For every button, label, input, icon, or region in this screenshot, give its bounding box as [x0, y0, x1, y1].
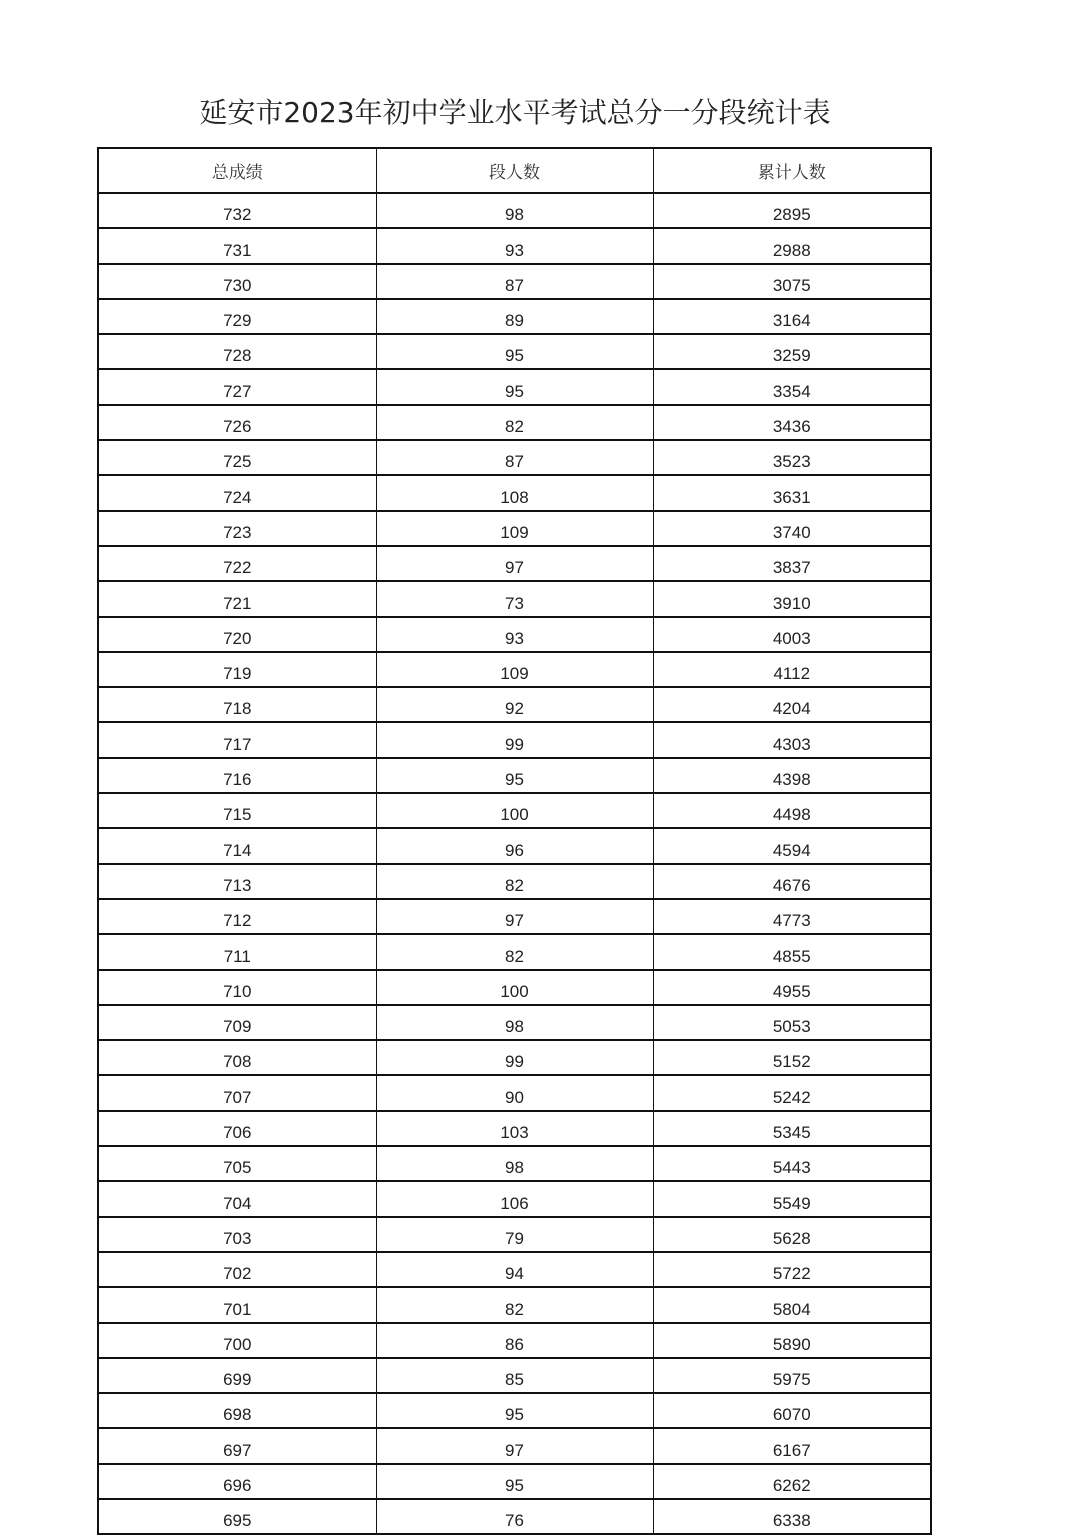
cell-cumulative-count: 3740 [653, 511, 931, 546]
cell-segment-count: 92 [376, 687, 653, 722]
table-row [98, 475, 931, 510]
cell-segment-count: 82 [376, 934, 653, 969]
cell-total-score: 729 [98, 299, 376, 334]
cell-cumulative-count: 5628 [653, 1217, 931, 1252]
cell-total-score: 727 [98, 369, 376, 404]
table-row [98, 1005, 931, 1040]
cell-segment-count: 109 [376, 511, 653, 546]
table-row [98, 264, 931, 299]
cell-total-score: 723 [98, 511, 376, 546]
cell-cumulative-count: 4498 [653, 793, 931, 828]
cell-segment-count: 98 [376, 1146, 653, 1181]
cell-total-score: 703 [98, 1217, 376, 1252]
cell-segment-count: 76 [376, 1499, 653, 1534]
cell-cumulative-count: 5975 [653, 1358, 931, 1393]
cell-segment-count: 79 [376, 1217, 653, 1252]
table-row [98, 1252, 931, 1287]
table-row [98, 1181, 931, 1216]
cell-total-score: 715 [98, 793, 376, 828]
cell-total-score: 730 [98, 264, 376, 299]
cell-segment-count: 94 [376, 1252, 653, 1287]
table-row [98, 405, 931, 440]
cell-cumulative-count: 3910 [653, 581, 931, 616]
cell-total-score: 698 [98, 1393, 376, 1428]
cell-cumulative-count: 4398 [653, 758, 931, 793]
cell-segment-count: 99 [376, 1040, 653, 1075]
table-row [98, 193, 931, 228]
cell-segment-count: 109 [376, 652, 653, 687]
cell-total-score: 710 [98, 970, 376, 1005]
cell-total-score: 697 [98, 1428, 376, 1463]
cell-total-score: 706 [98, 1111, 376, 1146]
cell-total-score: 718 [98, 687, 376, 722]
cell-total-score: 721 [98, 581, 376, 616]
cell-segment-count: 95 [376, 1464, 653, 1499]
cell-segment-count: 95 [376, 758, 653, 793]
table-row [98, 228, 931, 263]
header-segment-count: 段人数 [376, 148, 653, 193]
cell-cumulative-count: 5242 [653, 1075, 931, 1110]
cell-segment-count: 73 [376, 581, 653, 616]
cell-cumulative-count: 3631 [653, 475, 931, 510]
cell-segment-count: 97 [376, 899, 653, 934]
cell-segment-count: 87 [376, 440, 653, 475]
header-total-score: 总成绩 [98, 148, 376, 193]
cell-segment-count: 100 [376, 793, 653, 828]
table-row [98, 758, 931, 793]
cell-segment-count: 87 [376, 264, 653, 299]
cell-total-score: 702 [98, 1252, 376, 1287]
cell-total-score: 726 [98, 405, 376, 440]
cell-segment-count: 93 [376, 617, 653, 652]
table-body [98, 193, 931, 1534]
cell-total-score: 711 [98, 934, 376, 969]
cell-segment-count: 96 [376, 828, 653, 863]
cell-cumulative-count: 5345 [653, 1111, 931, 1146]
table-row [98, 1146, 931, 1181]
table-row [98, 299, 931, 334]
cell-cumulative-count: 4303 [653, 722, 931, 757]
header-cumulative-count: 累计人数 [653, 148, 931, 193]
cell-total-score: 705 [98, 1146, 376, 1181]
cell-total-score: 717 [98, 722, 376, 757]
table-row [98, 1499, 931, 1534]
cell-cumulative-count: 5053 [653, 1005, 931, 1040]
cell-cumulative-count: 2988 [653, 228, 931, 263]
cell-total-score: 716 [98, 758, 376, 793]
cell-cumulative-count: 4773 [653, 899, 931, 934]
score-distribution-table [97, 147, 932, 1535]
document-title: 延安市2023年初中学业水平考试总分一分段统计表 [199, 96, 831, 129]
cell-segment-count: 99 [376, 722, 653, 757]
cell-cumulative-count: 3523 [653, 440, 931, 475]
cell-total-score: 699 [98, 1358, 376, 1393]
cell-cumulative-count: 4855 [653, 934, 931, 969]
table-row [98, 1040, 931, 1075]
cell-total-score: 708 [98, 1040, 376, 1075]
cell-cumulative-count: 4003 [653, 617, 931, 652]
cell-cumulative-count: 6338 [653, 1499, 931, 1534]
table-row [98, 581, 931, 616]
cell-total-score: 714 [98, 828, 376, 863]
table-row [98, 1111, 931, 1146]
table-row [98, 334, 931, 369]
cell-cumulative-count: 6167 [653, 1428, 931, 1463]
table-row [98, 864, 931, 899]
table-row [98, 1217, 931, 1252]
cell-total-score: 719 [98, 652, 376, 687]
cell-total-score: 725 [98, 440, 376, 475]
table-row [98, 617, 931, 652]
table-row [98, 687, 931, 722]
cell-cumulative-count: 3837 [653, 546, 931, 581]
cell-cumulative-count: 3164 [653, 299, 931, 334]
cell-cumulative-count: 4955 [653, 970, 931, 1005]
cell-cumulative-count: 5890 [653, 1323, 931, 1358]
cell-segment-count: 108 [376, 475, 653, 510]
cell-segment-count: 95 [376, 334, 653, 369]
cell-total-score: 712 [98, 899, 376, 934]
cell-total-score: 732 [98, 193, 376, 228]
table-row [98, 652, 931, 687]
table-row [98, 722, 931, 757]
table-row [98, 546, 931, 581]
cell-segment-count: 98 [376, 1005, 653, 1040]
table-row [98, 793, 931, 828]
cell-cumulative-count: 4676 [653, 864, 931, 899]
cell-total-score: 722 [98, 546, 376, 581]
cell-segment-count: 93 [376, 228, 653, 263]
table-row [98, 970, 931, 1005]
cell-cumulative-count: 3075 [653, 264, 931, 299]
cell-segment-count: 82 [376, 864, 653, 899]
cell-segment-count: 97 [376, 1428, 653, 1463]
cell-segment-count: 89 [376, 299, 653, 334]
cell-cumulative-count: 6070 [653, 1393, 931, 1428]
cell-cumulative-count: 5549 [653, 1181, 931, 1216]
table-row [98, 934, 931, 969]
cell-cumulative-count: 2895 [653, 193, 931, 228]
cell-cumulative-count: 5722 [653, 1252, 931, 1287]
cell-cumulative-count: 4112 [653, 652, 931, 687]
table-row [98, 1358, 931, 1393]
table-row [98, 1287, 931, 1322]
table-row [98, 511, 931, 546]
cell-segment-count: 97 [376, 546, 653, 581]
cell-cumulative-count: 3354 [653, 369, 931, 404]
table-row [98, 1323, 931, 1358]
cell-cumulative-count: 4594 [653, 828, 931, 863]
cell-total-score: 731 [98, 228, 376, 263]
cell-segment-count: 82 [376, 405, 653, 440]
cell-segment-count: 86 [376, 1323, 653, 1358]
cell-total-score: 701 [98, 1287, 376, 1322]
cell-segment-count: 103 [376, 1111, 653, 1146]
table-header-row [98, 148, 931, 193]
cell-cumulative-count: 3436 [653, 405, 931, 440]
cell-segment-count: 95 [376, 369, 653, 404]
cell-segment-count: 90 [376, 1075, 653, 1110]
cell-total-score: 728 [98, 334, 376, 369]
cell-total-score: 713 [98, 864, 376, 899]
cell-cumulative-count: 3259 [653, 334, 931, 369]
cell-segment-count: 95 [376, 1393, 653, 1428]
cell-cumulative-count: 5804 [653, 1287, 931, 1322]
cell-segment-count: 85 [376, 1358, 653, 1393]
table-row [98, 828, 931, 863]
cell-segment-count: 106 [376, 1181, 653, 1216]
cell-cumulative-count: 5152 [653, 1040, 931, 1075]
table-row [98, 1393, 931, 1428]
cell-total-score: 724 [98, 475, 376, 510]
cell-segment-count: 98 [376, 193, 653, 228]
table-row [98, 899, 931, 934]
cell-segment-count: 100 [376, 970, 653, 1005]
cell-total-score: 720 [98, 617, 376, 652]
cell-cumulative-count: 6262 [653, 1464, 931, 1499]
cell-segment-count: 82 [376, 1287, 653, 1322]
table-row [98, 1075, 931, 1110]
cell-cumulative-count: 4204 [653, 687, 931, 722]
cell-total-score: 695 [98, 1499, 376, 1534]
table-row [98, 1428, 931, 1463]
table-row [98, 1464, 931, 1499]
table-row [98, 369, 931, 404]
cell-total-score: 696 [98, 1464, 376, 1499]
table-row [98, 440, 931, 475]
cell-total-score: 704 [98, 1181, 376, 1216]
cell-total-score: 709 [98, 1005, 376, 1040]
cell-cumulative-count: 5443 [653, 1146, 931, 1181]
cell-total-score: 707 [98, 1075, 376, 1110]
cell-total-score: 700 [98, 1323, 376, 1358]
